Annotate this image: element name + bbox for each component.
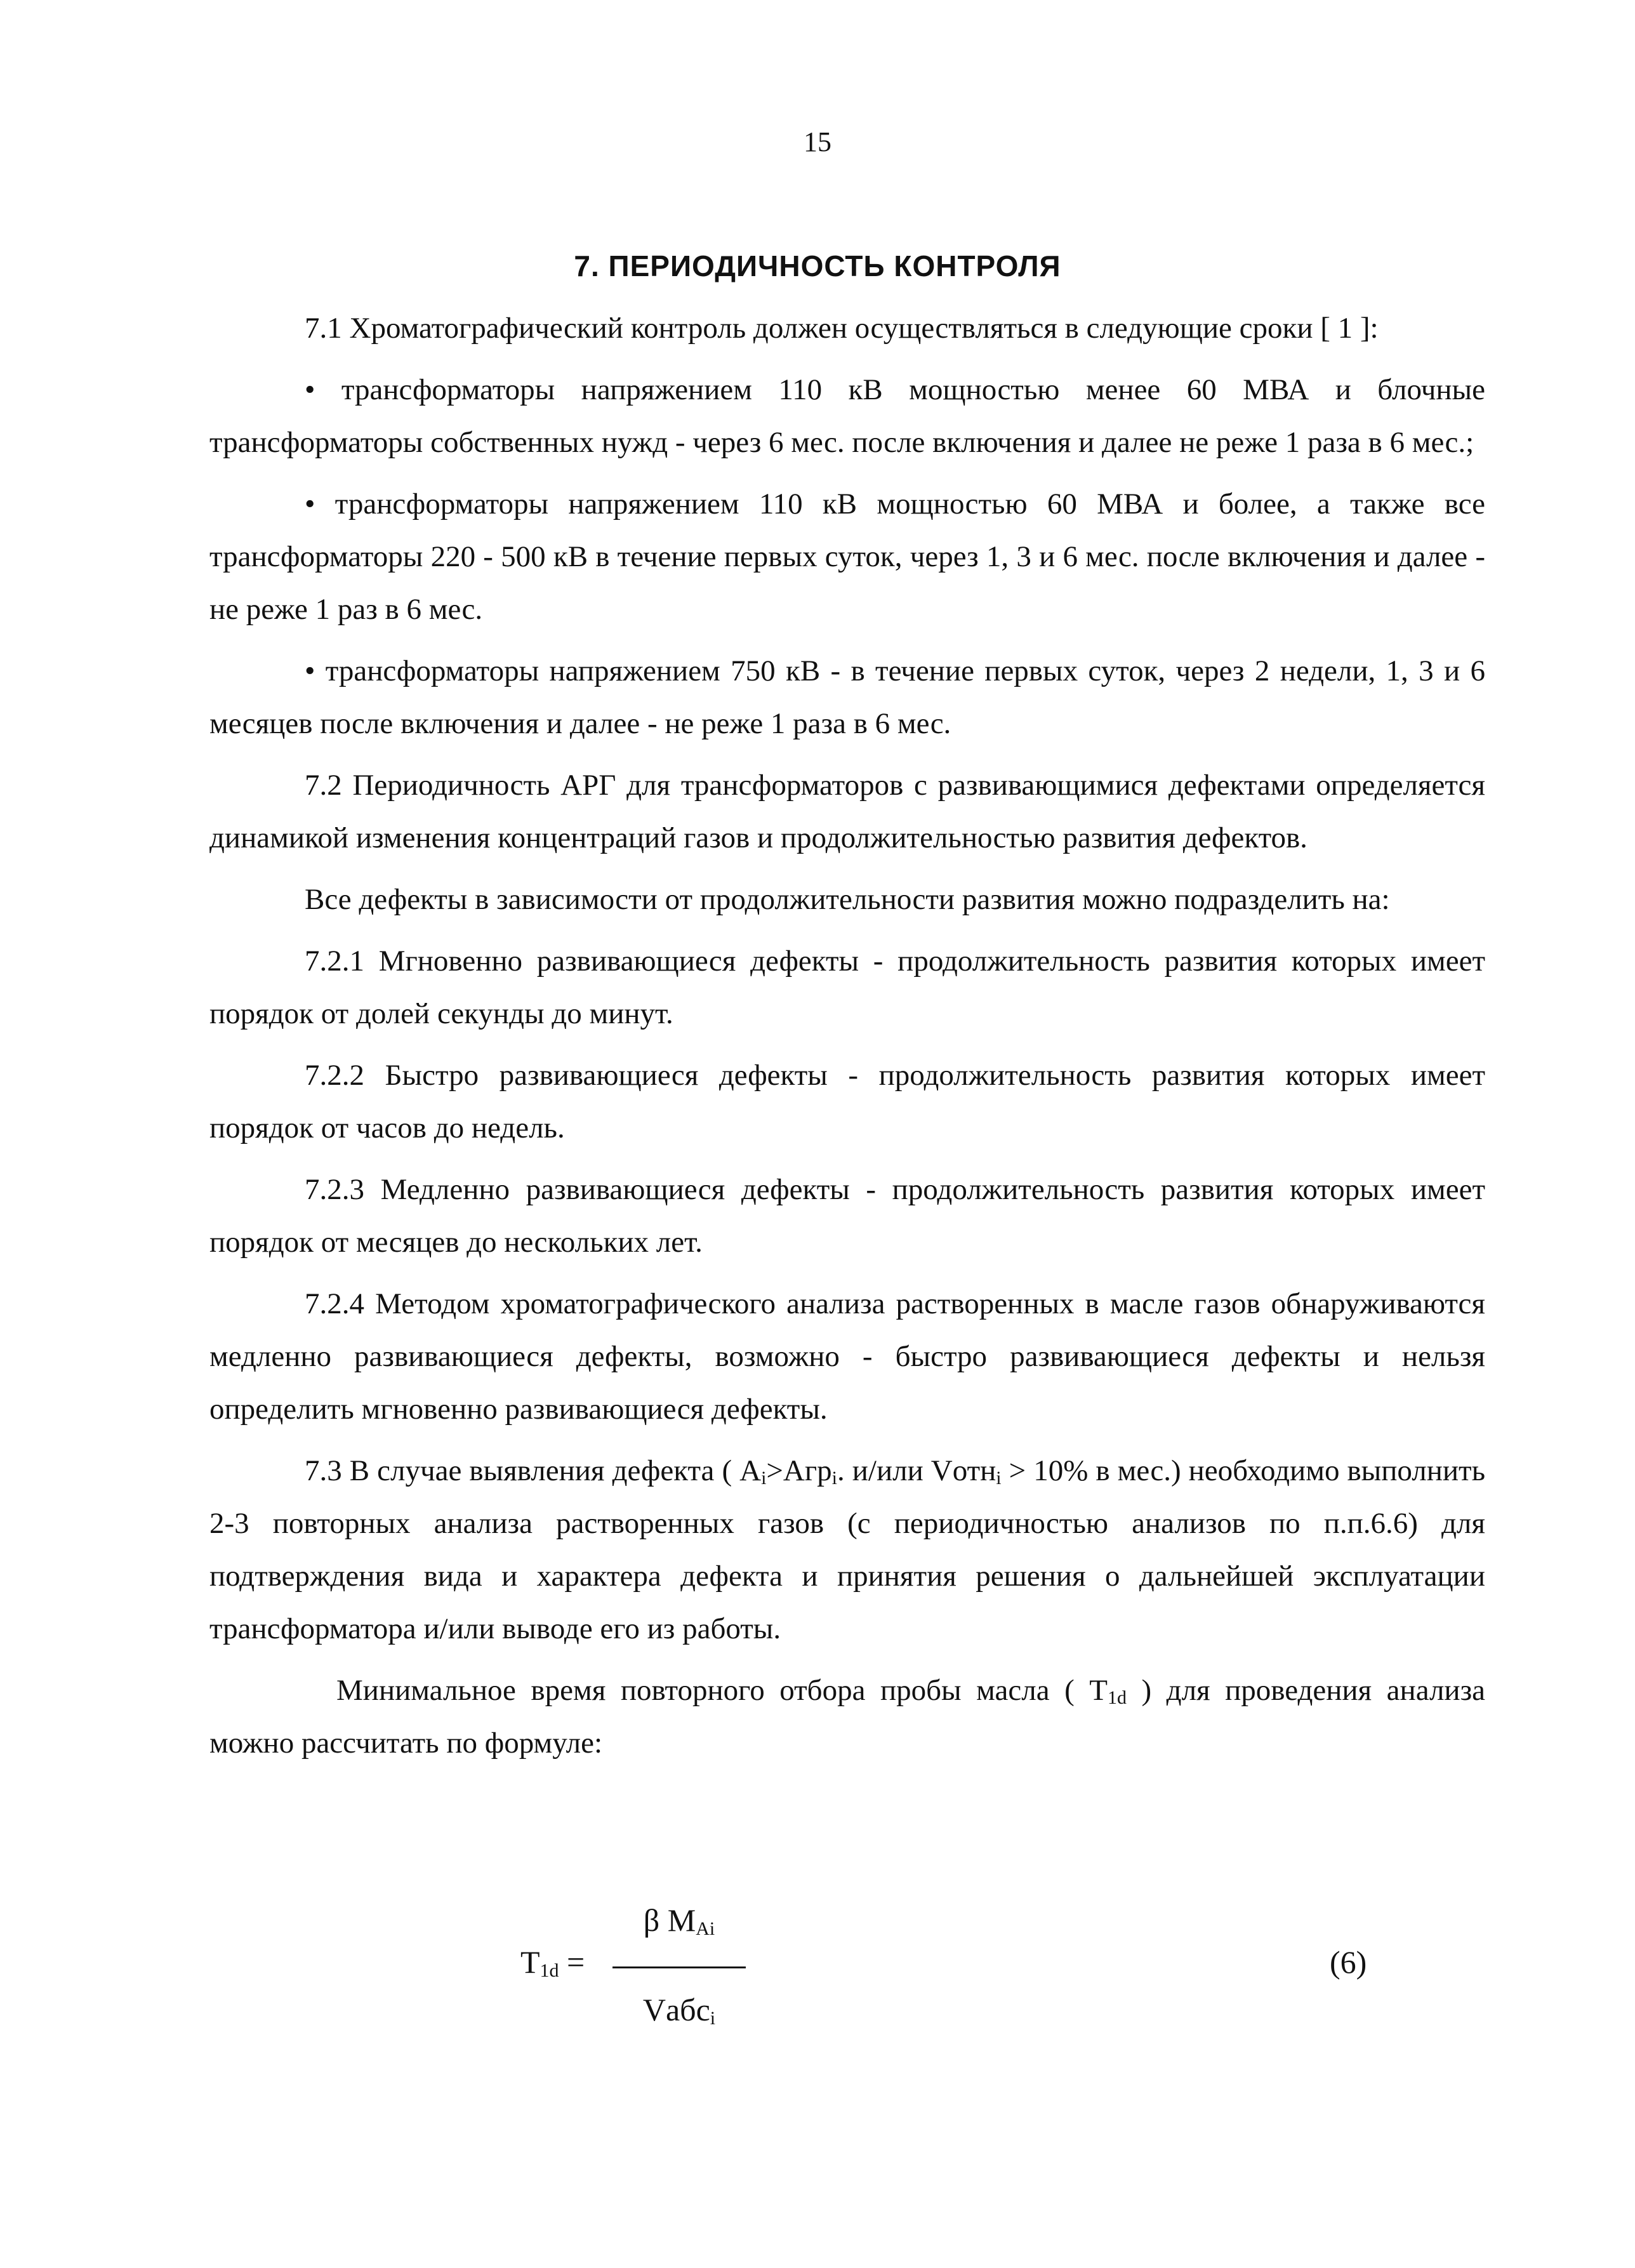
- text-run: Минимальное время повторного отбора пробы масла ( T: [336, 1674, 1108, 1707]
- equals-sign: =: [559, 1944, 585, 1980]
- paragraph-7-2-4: 7.2.4 Методом хроматографического анализа растворенных в масле газов обнаруживаются медленно развивающиеся дефекты, возможно - быстро развивающиеся дефекты и нельзя определить мгновенно развивающиеся дефекты.: [209, 1287, 1485, 1426]
- bullet-item: • трансформаторы напряжением 110 кВ мощностью менее 60 МВА и блочные трансформаторы собственных нужд - через 6 мес. после включения и далее не реже 1 раза в 6 мес.;: [209, 373, 1485, 459]
- subscript: i: [831, 1468, 837, 1489]
- formula-fraction: [612, 1898, 746, 2032]
- section-heading: 7. ПЕРИОДИЧНОСТЬ КОНТРОЛЯ: [574, 249, 1061, 282]
- paragraph-7-2-1: 7.2.1 Мгновенно развивающиеся дефекты - продолжительность развития которых имеет порядок от долей секунды до минут.: [209, 945, 1485, 1030]
- text-run: > 10% в мес.) необходимо выполнить 2-3 повторных анализа растворенных газов (с периодичностью анализов по п.п.6.6) для подтверждения вида и характера дефекта и принятия решения о дальнейшей эксплуатации трансформатора и/или выводе его из работы.: [209, 1454, 1486, 1645]
- subscript: i: [710, 2008, 716, 2029]
- formula-symbol: β M: [643, 1902, 696, 1938]
- bullet-item: • трансформаторы напряжением 750 кВ - в течение первых суток, через 2 недели, 1, 3 и 6 месяцев после включения и далее - не реже 1 раза в 6 мес.: [209, 654, 1485, 740]
- formula-symbol: Vабс: [642, 1992, 710, 2027]
- fraction-bar: [612, 1966, 746, 1968]
- bullet-item: • трансформаторы напряжением 110 кВ мощностью 60 МВА и более, а также все трансформаторы 220 - 500 кВ в течение первых суток, через 1, 3 и 6 мес. после включения и далее - не реже 1 раз в 6 мес.: [209, 487, 1485, 626]
- subscript: 1d: [1107, 1687, 1127, 1708]
- formula-denominator: [612, 1987, 746, 2032]
- formula-lhs: [520, 1944, 585, 1980]
- subscript: Ai: [696, 1918, 715, 1939]
- paragraph-7-2-2: 7.2.2 Быстро развивающиеся дефекты - продолжительность развития которых имеет порядок от часов до недель.: [209, 1059, 1485, 1144]
- subscript: i: [761, 1468, 767, 1489]
- section-body: [209, 302, 1485, 1779]
- equation-number: (6): [1330, 1944, 1367, 1980]
- paragraph-7-3: [209, 1445, 1485, 1655]
- paragraph-7-2: 7.2 Периодичность АРГ для трансформаторов с развивающимися дефектами определяется динамикой изменения концентраций газов и продолжительностью развития дефектов.: [209, 769, 1485, 854]
- paragraph-7-1: 7.1 Хроматографический контроль должен осуществляться в следующие сроки [ 1 ]:: [305, 312, 1379, 345]
- paragraph-all-defects: Все дефекты в зависимости от продолжительности развития можно подразделить на:: [305, 883, 1390, 916]
- paragraph-min-time: [209, 1664, 1485, 1770]
- text-run: . и/или Vотн: [837, 1454, 996, 1487]
- page-number: 15: [804, 126, 831, 157]
- formula-symbol: T: [520, 1944, 540, 1980]
- text-run: >Aгр: [766, 1454, 832, 1487]
- subscript: i: [996, 1468, 1002, 1489]
- text-run: ) для проведения анализа можно рассчитать по формуле:: [209, 1674, 1486, 1760]
- formula-6: [0, 1898, 1635, 2057]
- text-run: 7.3 В случае выявления дефекта ( A: [305, 1454, 762, 1487]
- subscript: 1d: [539, 1960, 559, 1981]
- paragraph-7-2-3: 7.2.3 Медленно развивающиеся дефекты - продолжительность развития которых имеет порядок от месяцев до нескольких лет.: [209, 1173, 1485, 1259]
- formula-numerator: [612, 1898, 746, 1942]
